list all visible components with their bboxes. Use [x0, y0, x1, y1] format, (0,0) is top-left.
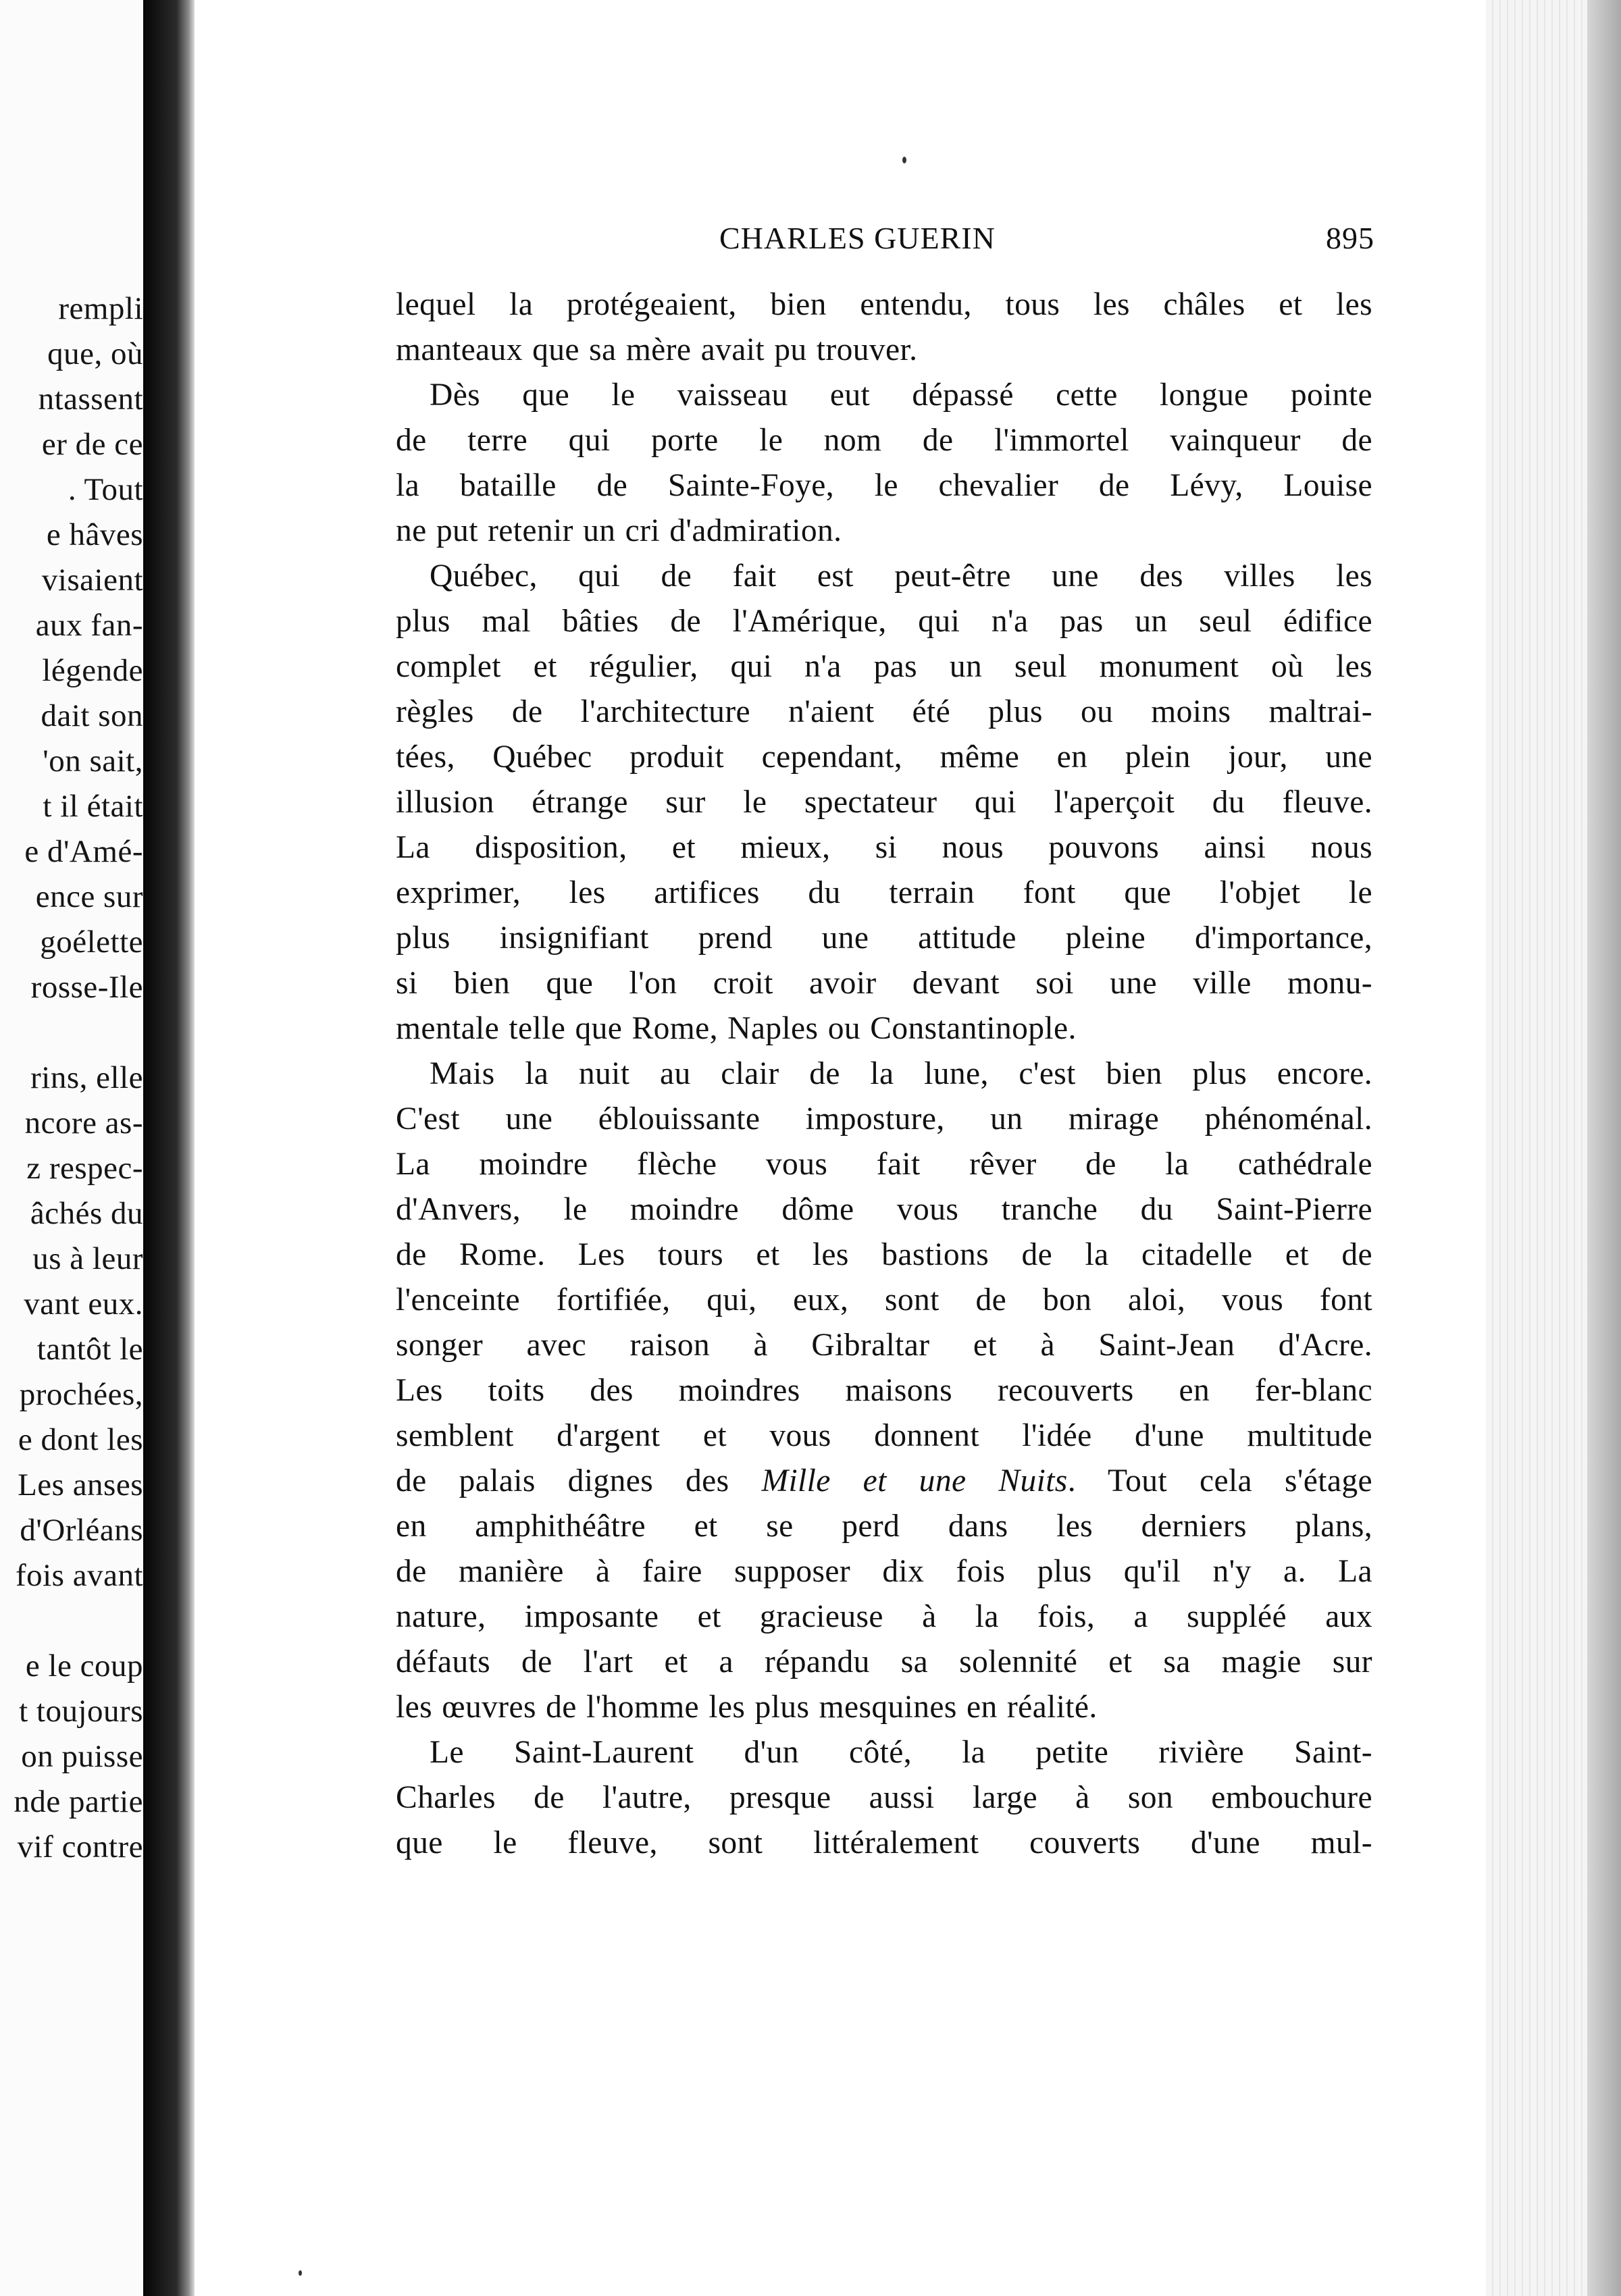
left-page-gap — [0, 1010, 143, 1055]
left-page-line: e hâves — [46, 517, 143, 552]
left-page-line: d'Orléans — [20, 1513, 143, 1548]
scan-speck — [902, 157, 906, 163]
left-page-line: goélette — [40, 924, 143, 960]
page-stack-edge — [1486, 0, 1621, 2296]
left-page-line: rempli — [58, 291, 143, 326]
text-line: Québec, qui de fait est peut-être une des villes les — [430, 558, 1372, 594]
text-segment: . Tout cela s'étage — [1067, 1463, 1372, 1498]
left-page-line: rosse-Ile — [30, 970, 143, 1005]
text-line: Les toits des moindres maisons recouverts en fer-blanc — [396, 1373, 1372, 1408]
left-page-gap — [0, 1598, 143, 1644]
text-line: complet et régulier, qui n'a pas un seul monument où les — [396, 649, 1372, 684]
left-page-line: dait son — [41, 698, 143, 733]
left-facing-page — [0, 0, 143, 2296]
text-line: semblent d'argent et vous donnent l'idée d'une multitude — [396, 1418, 1372, 1453]
text-line: nature, imposante et gracieuse à la fois, a suppléé aux — [396, 1599, 1372, 1634]
text-line: les œuvres de l'homme les plus mesquines en réalité. — [396, 1690, 1098, 1725]
italic-title: Mille et une Nuits — [761, 1463, 1068, 1498]
left-page-line: us à leur — [32, 1241, 143, 1276]
text-line: La moindre flèche vous fait rêver de la cathédrale — [396, 1147, 1372, 1182]
text-line: C'est une éblouissante imposture, un mirage phénoménal. — [396, 1101, 1372, 1137]
main-page — [195, 0, 1486, 2296]
text-line: si bien que l'on croit avoir devant soi une ville monu- — [396, 966, 1372, 1001]
text-line: de terre qui porte le nom de l'immortel vainqueur de — [396, 423, 1372, 458]
left-page-line: fois avant — [15, 1558, 143, 1593]
left-page-line: vif contre — [17, 1829, 143, 1864]
left-page-line: légende — [42, 653, 143, 688]
running-head — [523, 215, 1374, 262]
left-page-line: t il était — [43, 789, 143, 824]
text-line-with-italic — [396, 1459, 1372, 1504]
left-page-line: ntassent — [38, 382, 143, 417]
text-line: tées, Québec produit cependant, même en plein jour, une — [396, 739, 1372, 775]
text-line: la bataille de Sainte-Foye, le chevalier de Lévy, Louise — [396, 468, 1372, 503]
text-line: illusion étrange sur le spectateur qui l'aperçoit du fleuve. — [396, 785, 1372, 820]
text-line: La disposition, et mieux, si nous pouvons ainsi nous — [396, 830, 1372, 865]
text-line: règles de l'architecture n'aient été plus ou moins maltrai- — [396, 694, 1372, 729]
text-line: l'enceinte fortifiée, qui, eux, sont de bon aloi, vous font — [396, 1282, 1372, 1317]
left-page-line: nde partie — [14, 1784, 143, 1819]
left-page-line: que, où — [47, 336, 143, 371]
text-line: exprimer, les artifices du terrain font que l'objet le — [396, 875, 1372, 910]
left-page-line: e dont les — [18, 1422, 143, 1457]
left-page-line: e d'Amé- — [24, 834, 143, 869]
left-page-line: Les anses — [18, 1467, 143, 1503]
text-line: de Rome. Les tours et les bastions de la citadelle et de — [396, 1237, 1372, 1272]
text-line: mentale telle que Rome, Naples ou Constantinople. — [396, 1011, 1077, 1046]
left-page-line: er de ce — [41, 427, 143, 462]
text-line: Charles de l'autre, presque aussi large à son embouchure — [396, 1780, 1372, 1815]
body-text — [396, 282, 1372, 1866]
left-page-line: âchés du — [30, 1196, 143, 1231]
left-page-line: z respec- — [26, 1151, 143, 1186]
text-line: d'Anvers, le moindre dôme vous tranche du Saint-Pierre — [396, 1192, 1372, 1227]
text-segment: de palais dignes des — [396, 1463, 762, 1498]
left-page-line: rins, elle — [30, 1060, 143, 1095]
scan-speck — [299, 2270, 302, 2276]
left-page-line: e le coup — [25, 1648, 143, 1684]
left-page-line: visaient — [41, 563, 143, 598]
text-line: Dès que le vaisseau eut dépassé cette longue pointe — [430, 377, 1372, 413]
text-line: plus insignifiant prend une attitude pleine d'importance, — [396, 920, 1372, 956]
left-page-line: on puisse — [21, 1739, 143, 1774]
text-line: plus mal bâties de l'Amérique, qui n'a pas un seul édifice — [396, 604, 1372, 639]
text-line: Le Saint-Laurent d'un côté, la petite rivière Saint- — [430, 1735, 1372, 1770]
left-page-text-fragments — [0, 286, 143, 1870]
left-page-line: t toujours — [19, 1694, 143, 1729]
text-line: défauts de l'art et a répandu sa solennité et sa magie sur — [396, 1644, 1372, 1679]
text-line: de manière à faire supposer dix fois plus qu'il n'y a. La — [396, 1554, 1372, 1589]
left-page-line: ncore as- — [24, 1105, 143, 1141]
running-head-title: CHARLES GUERIN — [719, 221, 996, 255]
page-number: 895 — [1326, 221, 1374, 255]
text-line: en amphithéâtre et se perd dans les derniers plans, — [396, 1509, 1372, 1544]
left-page-line: tantôt le — [36, 1332, 143, 1367]
left-page-line: aux fan- — [35, 608, 143, 643]
left-page-line: vant eux. — [24, 1286, 143, 1322]
text-line: manteaux que sa mère avait pu trouver. — [396, 332, 918, 367]
text-line: ne put retenir un cri d'admiration. — [396, 513, 842, 548]
text-line: Mais la nuit au clair de la lune, c'est bien plus encore. — [430, 1056, 1372, 1091]
left-page-line: prochées, — [19, 1377, 143, 1412]
text-line: lequel la protégeaient, bien entendu, tous les châles et les — [396, 287, 1372, 322]
left-page-line: ence sur — [35, 879, 143, 914]
left-page-line: . Tout — [68, 472, 143, 507]
book-gutter-shadow — [143, 0, 195, 2296]
text-line: que le fleuve, sont littéralement couverts d'une mul- — [396, 1825, 1372, 1860]
text-line: songer avec raison à Gibraltar et à Saint-Jean d'Acre. — [396, 1328, 1372, 1363]
left-page-line: 'on sait, — [43, 743, 143, 779]
